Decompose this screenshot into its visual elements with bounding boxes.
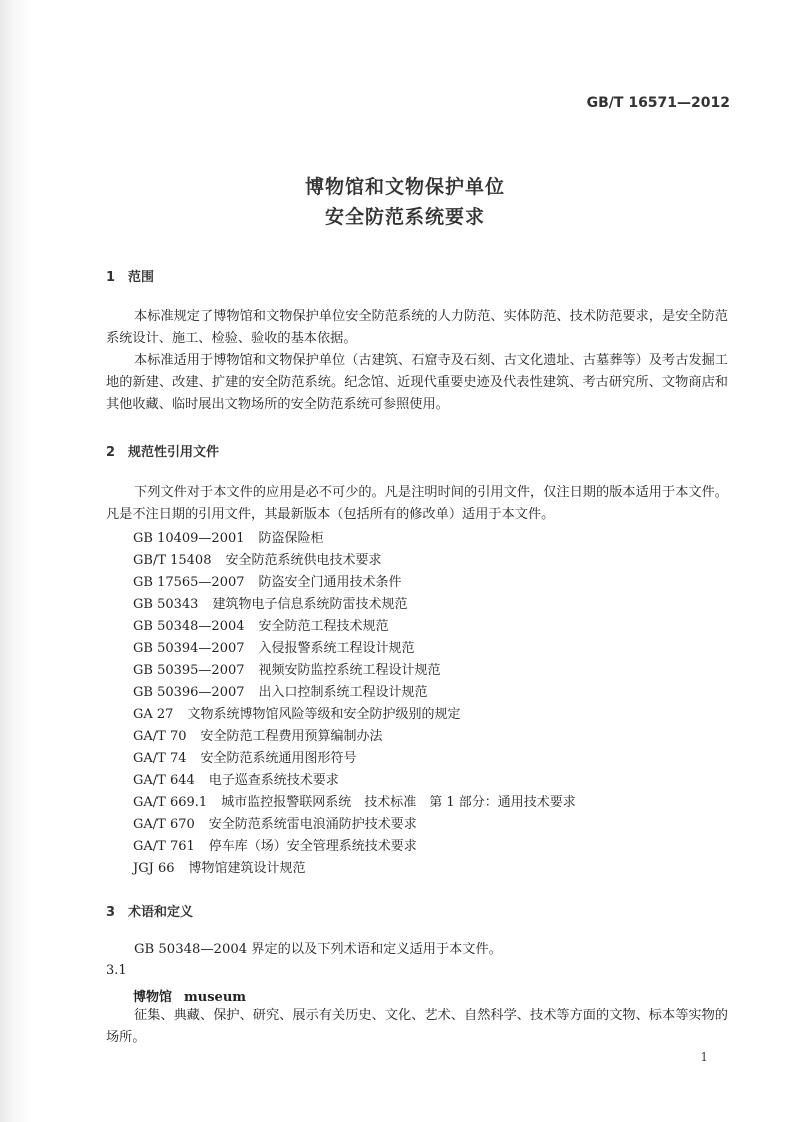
reference-item <box>133 835 417 854</box>
reference-item <box>133 747 357 766</box>
reference-title: 安全防范系统雷电浪涌防护技术要求 <box>208 817 417 832</box>
reference-code: GB 50343 <box>133 597 199 612</box>
document-title-line1: 博物馆和文物保护单位 <box>304 176 505 198</box>
reference-code: JGJ 66 <box>133 861 175 876</box>
reference-title: 停车库（场）安全管理系统技术要求 <box>208 839 417 854</box>
standard-number: GB/T 16571—2012 <box>586 95 730 111</box>
reference-code: GB 10409—2001 <box>133 531 245 546</box>
section-2-heading <box>106 441 219 460</box>
document-title-line2: 安全防范系统要求 <box>324 206 485 228</box>
reference-code: GA/T 74 <box>133 751 187 766</box>
reference-title: 电子巡查系统技术要求 <box>208 773 339 788</box>
term-english: museum <box>184 990 247 1005</box>
section-2-paragraph: 下列文件对于本文件的应用是必不可少的。凡是注明时间的引用文件，仅注日期的版本适用于本文件。凡是不注日期的引用文件，其最新版本（包括所有的修改单）适用于本文件。 <box>106 485 728 522</box>
reference-item <box>133 791 576 810</box>
reference-title: 安全防范工程技术规范 <box>258 619 389 634</box>
section-number: 2 <box>106 445 116 460</box>
reference-code: GB 50348—2004 <box>133 619 245 634</box>
reference-title: 安全防范系统通用图形符号 <box>200 751 357 766</box>
section-number: 1 <box>106 270 116 285</box>
reference-item <box>133 725 383 744</box>
term-definition: 征集、典藏、保护、研究、展示有关历史、文化、艺术、自然科学、技术等方面的文物、标本等实物的场所。 <box>106 1008 728 1045</box>
reference-code: GA 27 <box>133 707 174 722</box>
page-number: 1 <box>700 1050 708 1064</box>
reference-item <box>133 593 407 612</box>
reference-item <box>133 637 415 656</box>
reference-code: GB 50395—2007 <box>133 663 245 678</box>
section-title: 术语和定义 <box>128 905 194 920</box>
section-title: 范围 <box>128 270 155 285</box>
reference-title: 建筑物电子信息系统防雷技术规范 <box>212 597 408 612</box>
reference-item <box>133 857 306 876</box>
section-title: 规范性引用文件 <box>128 445 220 460</box>
reference-title: 城市监控报警联网系统 技术标准 第 1 部分：通用技术要求 <box>221 795 576 810</box>
reference-item <box>133 813 417 832</box>
clause-number: 3.1 <box>106 963 127 978</box>
reference-title: 安全防范工程费用预算编制办法 <box>200 729 383 744</box>
reference-code: GB 17565—2007 <box>133 575 245 590</box>
reference-code: GB 50394—2007 <box>133 641 245 656</box>
reference-title: 视频安防监控系统工程设计规范 <box>258 663 441 678</box>
term-chinese: 博物馆 <box>133 990 173 1005</box>
reference-title: 出入口控制系统工程设计规范 <box>258 685 428 700</box>
reference-item <box>133 681 428 700</box>
reference-item <box>133 527 324 546</box>
section-number: 3 <box>106 905 116 920</box>
reference-title: 文物系统博物馆风险等级和安全防护级别的规定 <box>187 707 461 722</box>
reference-item <box>133 571 402 590</box>
reference-title: 防盗保险柜 <box>258 531 324 546</box>
reference-title: 博物馆建筑设计规范 <box>188 861 306 876</box>
reference-title: 安全防范系统供电技术要求 <box>225 553 382 568</box>
reference-code: GB 50396—2007 <box>133 685 245 700</box>
reference-item <box>133 703 460 722</box>
reference-code: GA/T 70 <box>133 729 187 744</box>
reference-item <box>133 769 339 788</box>
reference-title: 防盗安全门通用技术条件 <box>258 575 402 590</box>
reference-item <box>133 659 441 678</box>
section-3-heading <box>106 901 193 920</box>
reference-item <box>133 615 389 634</box>
term-entry <box>133 986 246 1005</box>
section-1-paragraph-2: 本标准适用于博物馆和文物保护单位（古建筑、石窟寺及石刻、古文化遗址、古墓葬等）及考古发掘工地的新建、改建、扩建的安全防范系统。纪念馆、近现代重要史迹及代表性建筑、考古研究所、文物商店和其他收藏、临时展出文物场所的安全防范系统可参照使用。 <box>106 353 728 412</box>
reference-code: GA/T 670 <box>133 817 195 832</box>
reference-item <box>133 549 382 568</box>
reference-code: GA/T 644 <box>133 773 195 788</box>
reference-code: GB/T 15408 <box>133 553 212 568</box>
section-1-heading <box>106 266 154 285</box>
section-3-paragraph: GB 50348—2004 界定的以及下列术语和定义适用于本文件。 <box>134 942 502 957</box>
reference-code: GA/T 669.1 <box>133 795 208 810</box>
reference-title: 入侵报警系统工程设计规范 <box>258 641 415 656</box>
reference-code: GA/T 761 <box>133 839 195 854</box>
section-1-paragraph-1: 本标准规定了博物馆和文物保护单位安全防范系统的人力防范、实体防范、技术防范要求，是安全防范系统设计、施工、检验、验收的基本依据。 <box>106 309 728 346</box>
